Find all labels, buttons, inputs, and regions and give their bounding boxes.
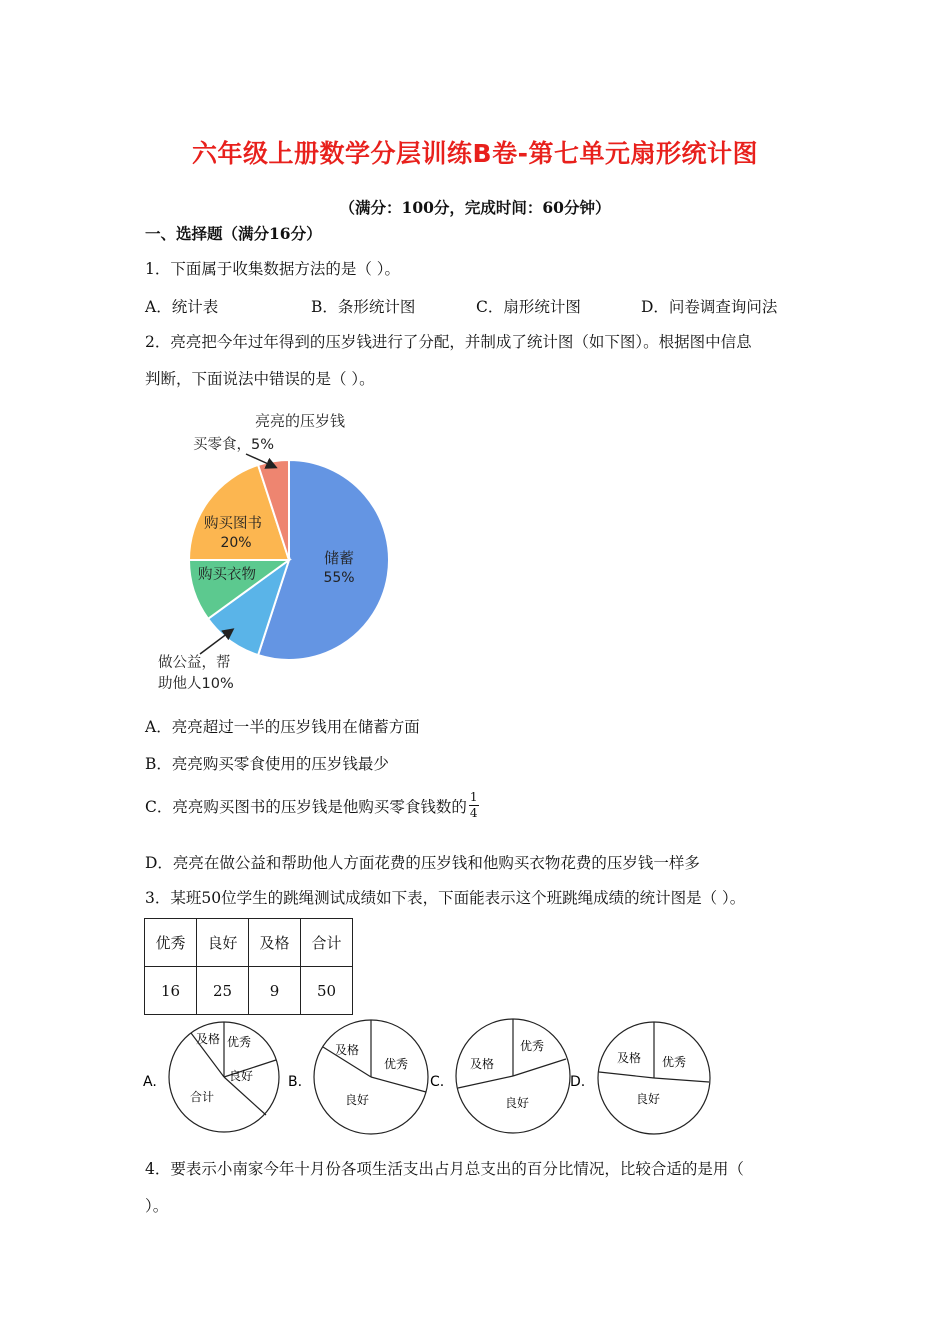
table-header-total: 合计 bbox=[301, 919, 353, 967]
option-c-label-excellent: 优秀 bbox=[520, 1039, 545, 1053]
fraction-numerator: 1 bbox=[469, 790, 478, 804]
table-cell-pass: 9 bbox=[249, 967, 301, 1015]
question-1-option-d: D．问卷调查询问法 bbox=[641, 298, 778, 316]
option-b-label-good: 良好 bbox=[345, 1093, 370, 1107]
table-header-pass: 及格 bbox=[249, 919, 301, 967]
option-a-letter: A. bbox=[143, 1074, 157, 1090]
lucky-money-pie-chart bbox=[150, 400, 410, 700]
question-1-option-b: B．条形统计图 bbox=[311, 298, 416, 316]
table-header-excellent: 优秀 bbox=[145, 919, 197, 967]
charity-arrow bbox=[200, 630, 232, 654]
option-c-label-pass: 及格 bbox=[470, 1057, 495, 1071]
table-header-good: 良好 bbox=[197, 919, 249, 967]
question-4-stem-line-2: ）。 bbox=[145, 1197, 169, 1215]
question-2-option-a: A．亮亮超过一半的压岁钱用在储蓄方面 bbox=[145, 718, 420, 736]
option-d-label-good: 良好 bbox=[636, 1092, 661, 1106]
books-percent: 20% bbox=[220, 535, 252, 551]
question-1-option-c: C．扇形统计图 bbox=[476, 298, 581, 316]
question-3-stem: 3．某班50位学生的跳绳测试成绩如下表，下面能表示这个班跳绳成绩的统计图是（ ）。 bbox=[145, 889, 746, 907]
books-label: 购买图书 bbox=[204, 516, 262, 532]
question-2-option-d: D．亮亮在做公益和帮助他人方面花费的压岁钱和他购买衣物花费的压岁钱一样多 bbox=[145, 854, 700, 872]
one-quarter-fraction bbox=[469, 790, 479, 821]
option-b-label-pass: 及格 bbox=[335, 1043, 360, 1057]
question-4-stem-line-1: 4．要表示小南家今年十月份各项生活支出占月总支出的百分比情况，比较合适的是用（ bbox=[145, 1160, 744, 1178]
option-b-label-excellent: 优秀 bbox=[384, 1057, 409, 1071]
question-2-option-c-row bbox=[145, 790, 479, 821]
option-a-label-total: 合计 bbox=[190, 1090, 215, 1104]
charity-label-line-1: 做公益，帮 bbox=[158, 655, 231, 671]
option-c-letter: C. bbox=[430, 1074, 445, 1090]
snack-label: 买零食，5% bbox=[193, 437, 275, 453]
section-heading: 一、选择题（满分16分） bbox=[145, 224, 322, 243]
question-2-option-b: B．亮亮购买零食使用的压岁钱最少 bbox=[145, 755, 389, 773]
fraction-denominator: 4 bbox=[469, 806, 478, 820]
question-2-stem-line-1: 2．亮亮把今年过年得到的压岁钱进行了分配，并制成了统计图（如下图）。根据图中信息 bbox=[145, 333, 752, 351]
option-a-label-good: 良好 bbox=[229, 1069, 254, 1083]
option-d-label-excellent: 优秀 bbox=[662, 1055, 687, 1069]
table-cell-good: 25 bbox=[197, 967, 249, 1015]
saving-percent: 55% bbox=[323, 570, 355, 586]
question-2-stem-line-2: 判断，下面说法中错误的是（ ）。 bbox=[145, 370, 375, 388]
option-c-label-good: 良好 bbox=[505, 1096, 530, 1110]
question-1-stem: 1．下面属于收集数据方法的是（ ）。 bbox=[145, 260, 401, 278]
question-1-option-a: A．统计表 bbox=[145, 298, 219, 316]
option-d-label-pass: 及格 bbox=[617, 1051, 642, 1065]
option-a-label-excellent: 优秀 bbox=[227, 1035, 252, 1049]
option-a-label-pass: 及格 bbox=[196, 1032, 221, 1046]
clothes-label: 购买衣物 bbox=[198, 567, 256, 583]
charity-label-line-2: 助他人10% bbox=[158, 676, 234, 692]
option-d-letter: D. bbox=[570, 1074, 586, 1090]
question-2-option-c: C．亮亮购买图书的压岁钱是他购买零食钱数的 bbox=[145, 797, 467, 816]
question-3-option-pies bbox=[140, 1015, 720, 1140]
table-cell-total: 50 bbox=[301, 967, 353, 1015]
table-cell-excellent: 16 bbox=[145, 967, 197, 1015]
saving-label: 储蓄 bbox=[323, 549, 355, 567]
page-subtitle: （满分：100分，完成时间：60分钟） bbox=[339, 198, 611, 217]
chart-title: 亮亮的压岁钱 bbox=[254, 412, 346, 430]
page-title: 六年级上册数学分层训练B卷-第七单元扇形统计图 bbox=[192, 139, 758, 168]
jump-rope-score-table bbox=[144, 918, 353, 1015]
option-b-letter: B. bbox=[288, 1074, 303, 1090]
